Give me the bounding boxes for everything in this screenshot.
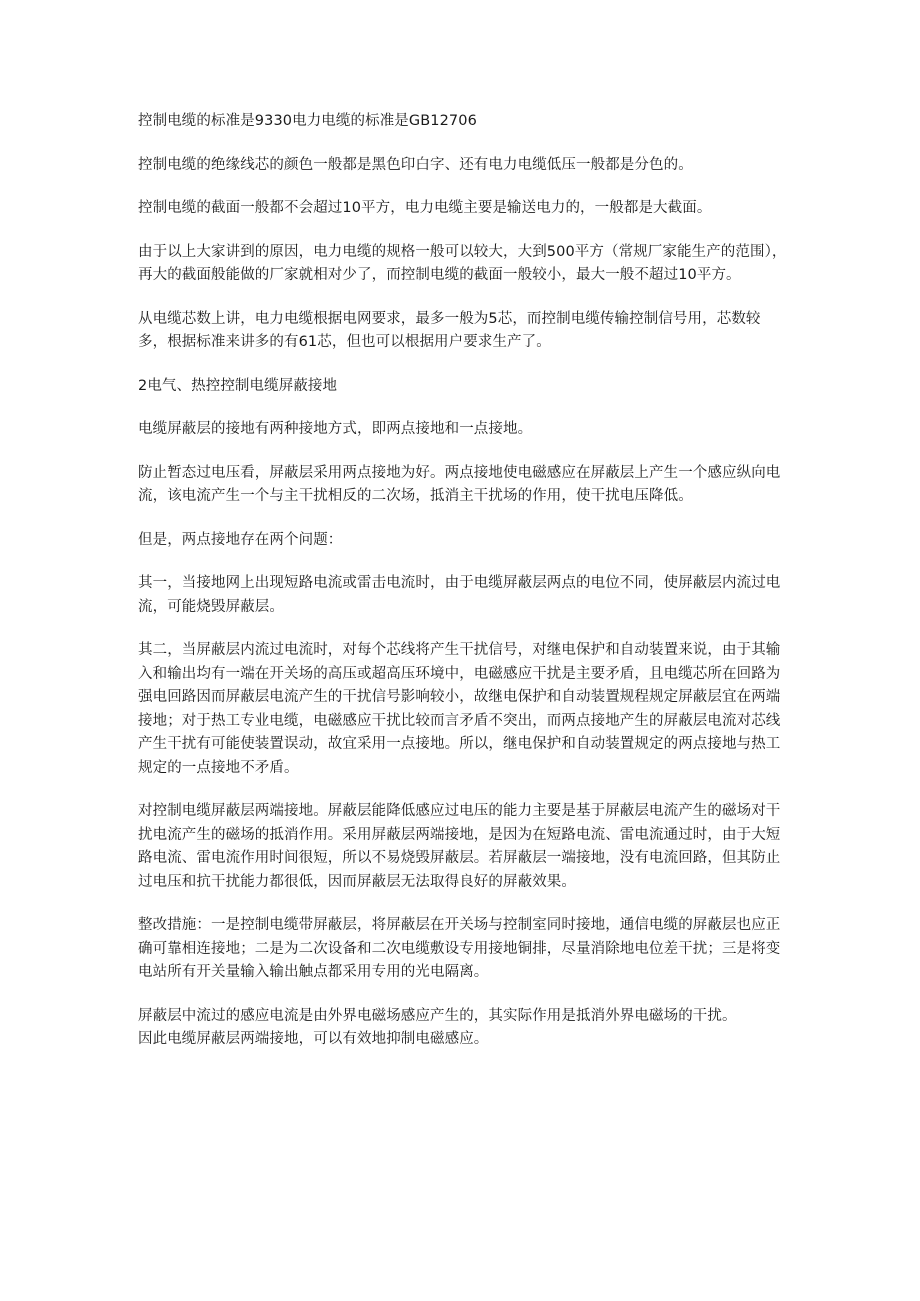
paragraph-core-colors: 控制电缆的绝缘线芯的颜色一般都是黑色印白字、还有电力电缆低压一般都是分色的。 [138, 156, 693, 173]
paragraph-problem-one: 其一，当接地网上出现短路电流或雷击电流时，由于电缆屏蔽层两点的电位不同，使屏蔽层内流过电流，可能烧毁屏蔽层。 [138, 575, 781, 615]
document-page [138, 110, 788, 1052]
paragraph-two-end-grounding: 对控制电缆屏蔽层两端接地。屏蔽层能降低感应过电压的能力主要是基于屏蔽层电流产生的磁场对干扰电流产生的磁场的抵消作用。采用屏蔽层两端接地，是因为在短路电流、雷电流通过时，由于大短路电流、雷电流作用时间很短，所以不易烧毁屏蔽层。若屏蔽层一端接地，没有电流回路，但其防止过电压和抗干扰能力都很低，因而屏蔽层无法取得良好的屏蔽效果。 [138, 803, 781, 890]
paragraph-induced-current: 屏蔽层中流过的感应电流是由外界电磁场感应产生的，其实际作用是抵消外界电磁场的干扰。 [138, 1007, 737, 1024]
paragraph-specification-range: 由于以上大家讲到的原因，电力电缆的规格一般可以较大，大到500平方（常规厂家能生产的范围），再大的截面般能做的厂家就相对少了，而控制电缆的截面一般较小，最大一般不超过10平方。 [138, 243, 787, 283]
paragraph-conclusion: 因此电缆屏蔽层两端接地，可以有效地抑制电磁感应。 [138, 1031, 489, 1047]
paragraph-cable-standards: 控制电缆的标准是9330电力电缆的标准是GB12706 [138, 113, 477, 129]
paragraph-cross-section: 控制电缆的截面一般都不会超过10平方，电力电缆主要是输送电力的，一般都是大截面。 [138, 200, 712, 216]
section-heading-shield-grounding: 2电气、热控控制电缆屏蔽接地 [138, 377, 338, 394]
paragraph-transient-overvoltage: 防止暂态过电压看，屏蔽层采用两点接地为好。两点接地使电磁感应在屏蔽层上产生一个感应纵向电流，该电流产生一个与主干扰相反的二次场，抵消主干扰场的作用，使干扰电压降低。 [138, 464, 781, 504]
paragraph-two-problems-intro: 但是，两点接地存在两个问题： [138, 531, 343, 548]
paragraph-problem-two: 其二，当屏蔽层内流过电流时，对每个芯线将产生干扰信号，对继电保护和自动装置来说，由于其输入和输出均有一端在开关场的高压或超高压环境中，电磁感应干扰是主要矛盾，且电缆芯所在回路为强电回路因而屏蔽层电流产生的干扰信号影响较小，故继电保护和自动装置规程规定屏蔽层宜在两端接地；对于热工专业电缆，电磁感应干扰比较而言矛盾不突出，而两点接地产生的屏蔽层电流对芯线产生干扰有可能使装置误动，故宜采用一点接地。所以，继电保护和自动装置规定的两点接地与热工规定的一点接地不矛盾。 [138, 642, 781, 776]
paragraph-core-count: 从电缆芯数上讲，电力电缆根据电网要求，最多一般为5芯，而控制电缆传输控制信号用，芯数较多，根据标准来讲多的有61芯，但也可以根据用户要求生产了。 [138, 310, 761, 350]
paragraph-corrective-measures: 整改措施：一是控制电缆带屏蔽层，将屏蔽层在开关场与控制室同时接地，通信电缆的屏蔽层也应正确可靠相连接地；二是为二次设备和二次电缆敷设专用接地铜排，尽量消除地电位差干扰；三是将变电站所有开关量输入输出触点都采用专用的光电隔离。 [138, 917, 781, 980]
paragraph-grounding-methods: 电缆屏蔽层的接地有两种接地方式，即两点接地和一点接地。 [138, 421, 533, 437]
